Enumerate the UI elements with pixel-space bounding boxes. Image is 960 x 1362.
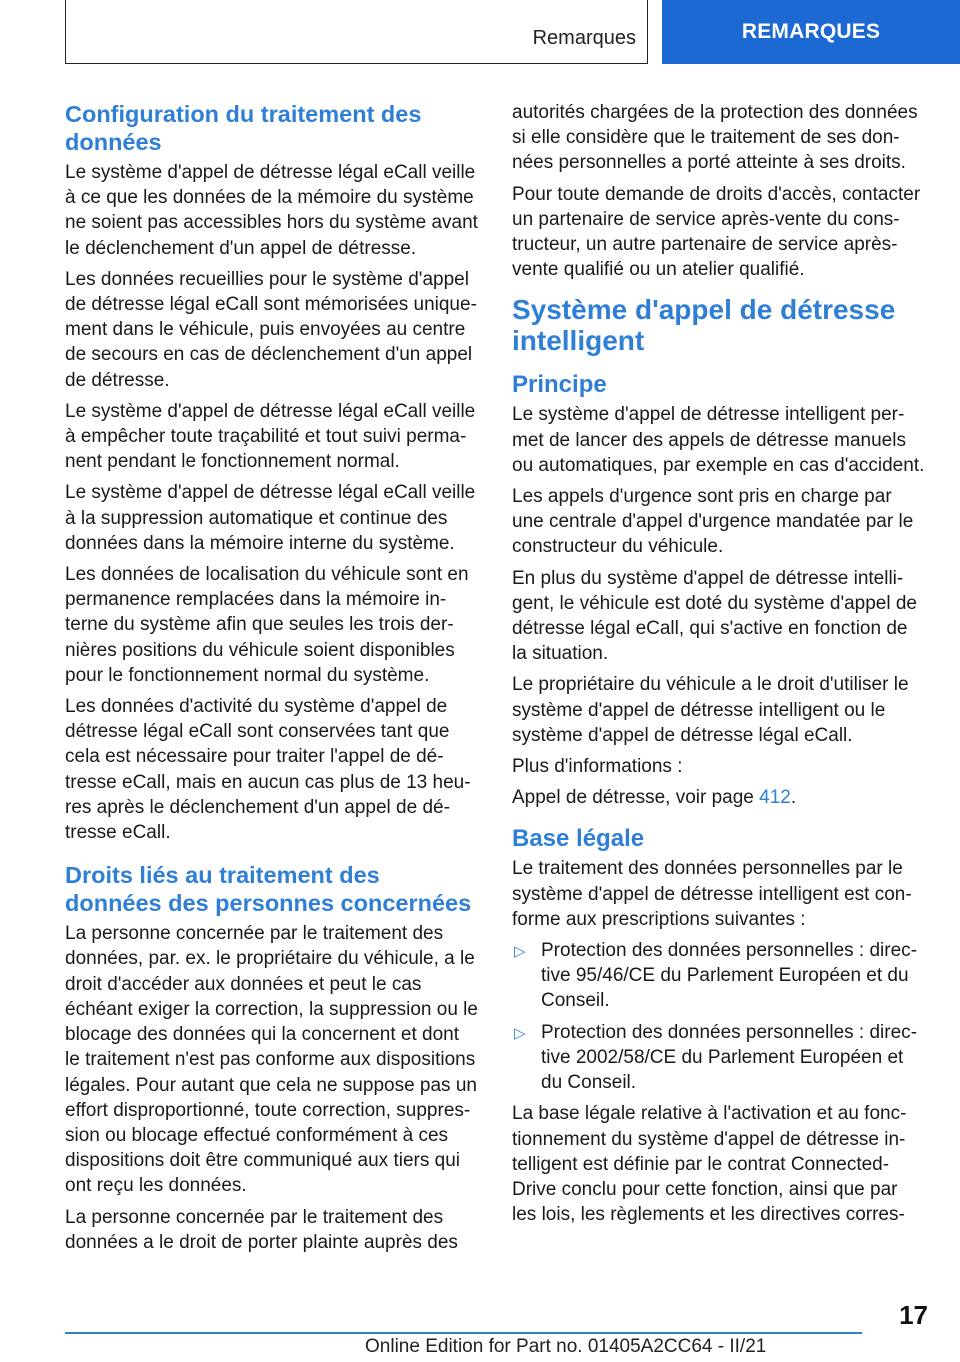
list-item-text: Protection des données personnelles : directive 95/46/CE du Parlement Européen et du Conseil. [541,940,918,1012]
heading-base-legale: Base légale [512,825,645,853]
header-chapter-tab[interactable]: REMARQUES [662,0,960,64]
heading-systeme-intelligent: Système d'appel de détresse intelligent [512,294,896,357]
list-item [512,1020,925,1096]
list-item-text: Protection des données personnelles : directive 2002/58/CE du Parlement Européen et du Conseil. [541,1021,918,1094]
right-column [512,100,925,1233]
page-number: 17 [899,1300,928,1330]
header-section-title: Remarques [532,27,636,49]
paragraph: Le système d'appel de détresse légal eCall veille à ce que les données de la mémoire du système ne soient pas accessibles hors du système avant le déclenchement d'un appel de détresse. [65,162,478,259]
paragraph: Le système d'appel de détresse légal eCall veille à empêcher toute traçabilité et tout suivi permanent pendant le fonctionnement normal. [65,400,476,473]
paragraph: Le propriétaire du véhicule a le droit d'utiliser le système d'appel de détresse intelligent ou le système d'appel de détresse légal eCall. [512,674,909,746]
left-column [65,100,478,1261]
paragraph: Les appels d'urgence sont pris en charge par une centrale d'appel d'urgence mandatée par le constructeur du véhicule. [512,486,914,558]
paragraph: Le système d'appel de détresse légal eCall veille à la suppression automatique et continue des données dans la mémoire interne du système. [65,482,476,554]
paragraph: Le traitement des données personnelles par le système d'appel de détresse intelligent est conforme aux prescriptions suivantes : [512,858,912,930]
triangle-bullet-icon: ▷ [514,943,526,961]
paragraph: La personne concernée par le traitement des données, par. ex. le propriétaire du véhicule, a le droit d'accéder aux données et peut le cas échéant exiger la correction, la suppression ou le blocage des données qui la concernent et dont le traitement n'est pas conforme aux dispositions légales. Pour autant que cela ne suppose pas un effort disproportionné, toute correction, suppression ou blocage effectué conformément à ces dispositions doit être communiqué aux tiers qui ont reçu les données. [65,923,478,1197]
footer-edition: Online Edition for Part no. 01405A2CC64 - II/21 [365,1336,767,1357]
cross-reference [512,785,925,810]
page-link-412[interactable]: 412 [759,787,791,809]
heading-configuration: Configuration du traitement des données [65,101,422,155]
paragraph: Les données d'activité du système d'appel de détresse légal eCall sont conservées tant que cela est nécessaire pour traiter l'appel de détresse eCall, mais en aucun cas plus de 13 heures après le déclenchement d'un appel de détresse eCall. [65,696,471,844]
paragraph: Les données recueillies pour le système d'appel de détresse légal eCall sont mémorisées uniquement dans le véhicule, puis envoyées au centre de secours en cas de déclenchement d'un appel de détresse. [65,268,477,391]
paragraph: Le système d'appel de détresse intelligent permet de lancer des appels de détresse manuels ou automatiques, par exemple en cas d'accident. [512,404,925,476]
heading-principe: Principe [512,371,607,399]
cross-reference-text: Appel de détresse, voir page [512,787,760,809]
heading-droits: Droits liés au traitement des données des personnes concernées [65,862,472,917]
paragraph: La base légale relative à l'activation et au fonctionnement du système d'appel de détresse intelligent est définie par le contrat Connected-Drive conclu pour cette fonction, ainsi que par les lois, les règlements et les directives corres- [512,1103,907,1226]
paragraph: Plus d'informations : [512,756,683,778]
triangle-bullet-icon: ▷ [514,1024,526,1042]
cross-reference-end: . [790,787,797,809]
paragraph: Les données de localisation du véhicule sont en permanence remplacées dans la mémoire interne du système afin que seules les trois dernières positions du véhicule soient disponibles pour le fonctionnement normal du système. [65,564,469,686]
list-item [512,938,925,1014]
paragraph: En plus du système d'appel de détresse intelligent, le véhicule est doté du système d'appel de détresse légal eCall, qui s'active en fonction de la situation. [512,567,918,665]
paragraph: La personne concernée par le traitement des données a le droit de porter plainte auprès des [65,1206,458,1253]
footer-divider [65,1332,862,1334]
bullet-list [512,938,925,1095]
paragraph: Pour toute demande de droits d'accès, contacter un partenaire de service après-vente du constructeur, un autre partenaire de service après-vente qualifié ou un atelier qualifié. [512,183,921,281]
paragraph: autorités chargées de la protection des données si elle considère que le traitement de ses données personnelles a porté atteinte à ses droits. [512,102,918,174]
